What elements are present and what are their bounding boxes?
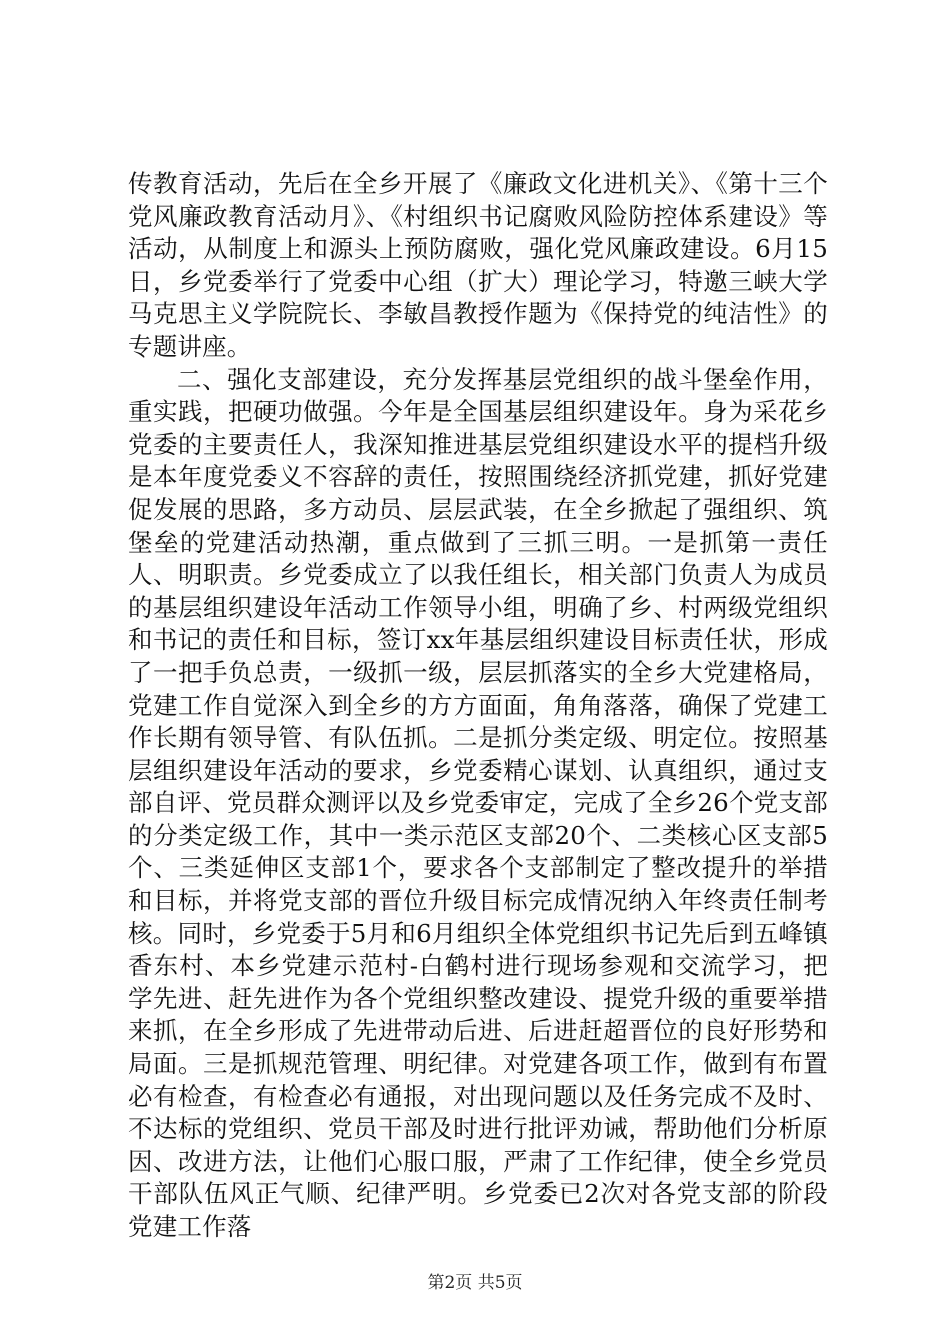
paragraph-section-two: 二、强化支部建设，充分发挥基层党组织的战斗堡垒作用，重实践，把硬功做强。今年是全国基层组织建设年。身为采花乡党委的主要责任人，我深知推进基层党组织建设水平的提档升级是本年度党委义不容辞的责任，按照围绕经济抓党建，抓好党建促发展的思路，多方动员、层层武装，在全乡掀起了强组织、筑堡垒的党建活动热潮，重点做到了三抓三明。一是抓第一责任人、明职责。乡党委成立了以我任组长，相关部门负责人为成员的基层组织建设年活动工作领导小组，明确了乡、村两级党组织和书记的责任和目标，签订xx年基层组织建设目标责任状，形成了一把手负总责，一级抓一级，层层抓落实的全乡大党建格局，党建工作自觉深入到全乡的方方面面，角角落落，确保了党建工作长期有领导管、有队伍抓。二是抓分类定级、明定位。按照基层组织建设年活动的要求，乡党委精心谋划、认真组织，通过支部自评、党员群众测评以及乡党委审定，完成了全乡26个党支部的分类定级工作，其中一类示范区支部20个、二类核心区支部5个、三类延伸区支部1个，要求各个支部制定了整改提升的举措和目标，并将党支部的晋位升级目标完成情况纳入年终责任制考核。同时，乡党委于5月和6月组织全体党组织书记先后到五峰镇香东村、本乡党建示范村-白鹤村进行现场参观和交流学习，把学先进、赶先进作为各个党组织整改建设、提党升级的重要举措来抓，在全乡形成了先进带动后进、后进赶超晋位的良好形势和局面。三是抓规范管理、明纪律。对党建各项工作，做到有布置必有检查，有检查必有通报，对出现问题以及任务完成不及时、不达标的党组织、党员干部及时进行批评劝诫，帮助他们分析原因、改进方法，让他们心服口服，严肃了工作纪律，使全乡党员干部队伍风正气顺、纪律严明。乡党委已2次对各党支部的阶段党建工作落 [128, 364, 828, 1241]
paragraph-continued: 传教育活动，先后在全乡开展了《廉政文化进机关》、《第十三个党风廉政教育活动月》、《村组织书记腐败风险防控体系建设》等活动，从制度上和源头上预防腐败，强化党风廉政建设。6月15日，乡党委举行了党委中心组（扩大）理论学习，特邀三峡大学马克思主义学院院长、李敏昌教授作题为《保持党的纯洁性》的专题讲座。 [128, 169, 828, 361]
document-body [128, 168, 828, 1244]
page-footer: 第2页 共5页 [427, 1273, 523, 1293]
